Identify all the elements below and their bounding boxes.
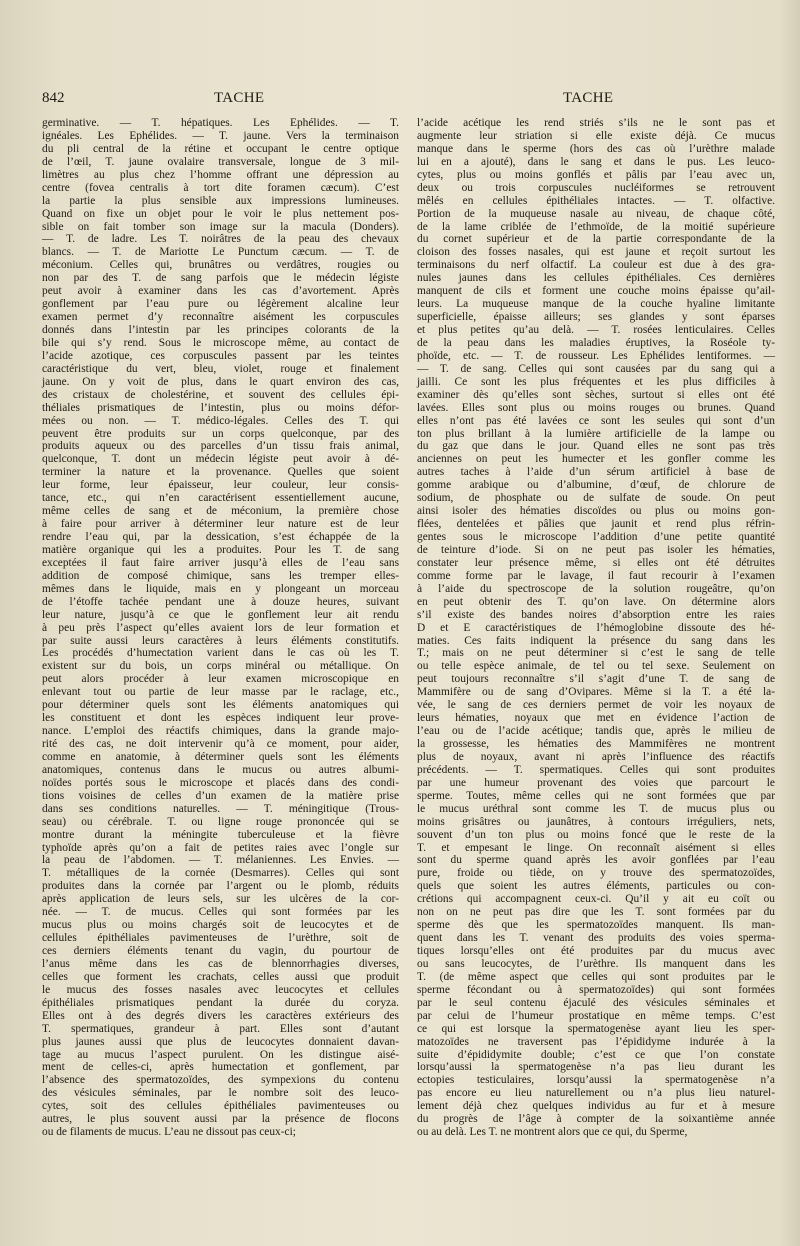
text-line: du pli central de la rétine et occupant le centre optique [42,142,399,155]
text-line: donnés dans l’intestin par les principes colorants de la [42,324,399,336]
text-line: méconium. Celles qui, brunâtres ou verdâtres, rougies ou [42,259,399,272]
text-line: ment de celles-ci, après humectation et gonflement, par [42,1061,399,1074]
text-line: peut alors procéder à leur examen microscopique en [42,673,399,686]
text-line: Portion de la muqueuse nasale au niveau, de chaque côté, [417,207,775,220]
text-line: blancs. — T. de Mariotte Le Punctum cæcum. — T. de [42,246,399,259]
text-line: théliales prismatiques de l’intestin, plus ou moins défor- [42,401,399,414]
text-line: par suite aussi leurs caractères à leurs éléments constitutifs. [42,634,399,647]
text-line: nules jaunes dans les cellules épithéliales. Ces dernières [417,272,775,285]
text-line: à l’aide du spectroscope de la solution rougeâtre, qu’on [417,582,775,595]
running-title-left: TACHE [214,90,265,106]
text-line: elles n’ont pas été lavées ce sont les seules qui sont d’un [417,414,775,427]
text-line: sperme fécondant ou à spermatozoïdes) qui sont formées [417,983,775,996]
text-line: peut avoir à examiner dans les cas d’avortement. Après [42,285,399,298]
text-line: leur nature, jusqu’à ce que le gonflement leur ait rendu [42,608,399,621]
text-line: terminer la nature et la provenance. Quelles que soient [42,466,399,479]
text-line: germinative. — T. hépatiques. Les Ephélides. — T. [42,117,399,129]
text-line: et plus petites qu’au delà. — T. rosées lenticulaires. Celles [417,324,775,336]
text-line: ce qui est lorsque la spermatogenèse ayant lieu les sper- [417,1022,775,1035]
text-line: non on ne peut pas dire que les T. sont formées par du [417,906,775,919]
text-line: ou de filaments de mucus. L’eau ne dissout pas ceux-ci; [42,1126,296,1139]
text-line: ou telle espèce animale, de tel ou tel sexe. Seulement on [417,660,775,673]
text-line: par une humeur provenant des voies que parcourt le [417,776,775,789]
text-line: typhoïde après qu’on a fait de petites raies avec l’ongle sur [42,841,399,854]
text-line: de teinture d’iode. Si on ne peut pas isoler les hématies, [417,543,775,556]
text-line: du gaz que dans le jour. Quand elles ne sont pas très [417,440,775,453]
text-line: montre durant la méningite tuberculeuse et la fièvre [42,828,399,841]
text-line: cloison des fosses nasales, qui est jaune et reçoit surtout les [417,246,775,259]
text-line: des cristaux de cholestérine, et souvent des cellules épi- [42,388,399,401]
text-line: ces derniers éléments tenant du vagin, du pourtour de [42,945,399,957]
text-line: tage au mucus l’aspect purulent. On les distingue aisé- [42,1048,399,1061]
text-line: — T. de sang. Celles qui sont causées par du sang qui a [417,362,775,375]
text-line: T. métalliques de la cornée (Desmarres). Celles qui sont [42,867,399,880]
text-line: de la peau dans les maladies éruptives, la Roséole ty- [417,336,775,349]
text-line: de l’étoffe tachée pendant une à douze heures, suivant [42,595,399,608]
text-line: autres taches à l’aide d’un sérum artificiel à base de [417,466,775,479]
text-line: ou sans leucocytes, de l’urèthre. Ils manquent dans les [417,957,775,970]
text-line: leur forme, leur épaisseur, leur couleur, leur consis- [42,479,399,492]
text-line: épithéliales prismatiques pendant la durée du coryza. [42,996,399,1009]
text-line: sperme dès que les spermatozoïdes manquent. Ils man- [417,919,775,932]
text-line: maties. Ces faits indiquent la présence du sang dans les [417,634,775,647]
text-line: comme en anatomie, à déterminer quels sont les éléments [42,750,399,763]
text-line: exceptées il faut faire arriver jusqu’à elles de l’eau sans [42,556,399,569]
text-line: l’anus même dans les cas de blennorrhagies diverses, [42,957,399,970]
text-line: née. — T. de mucus. Celles qui sont formées par les [42,906,399,919]
text-line: l’acide azotique, ces corpuscules passent par les teintes [42,349,399,362]
text-line: seau) ou cérébrale. T. ou ligne rouge prononcée qui se [42,815,399,828]
text-line: suite d’épididymite double; c’est ce que l’on constate [417,1048,775,1061]
text-line: flées, dentelées et pâlies que jaunit et rend plus réfrin- [417,518,775,531]
text-line: crétions qui accompagnent ceux-ci. Qu’il y ait eu coït ou [417,893,775,906]
text-line: constater leur présence même, si elles ont été détruites [417,556,775,569]
text-line: nance. L’emploi des réactifs chimiques, dans la grande majo- [42,725,399,738]
text-line: pour déterminer quels sont les éléments anatomiques qui [42,699,399,712]
text-line: l’absence des spermatozoïdes, des sympexions du contenu [42,1074,399,1087]
text-line: Quand on fixe un objet pour le voir le plus nettement pos- [42,207,399,220]
text-line: sont du sperme quand après les avoir gonflées par l’eau [417,854,775,867]
text-line: autres, le plus souvent aussi par la présence de flocons [42,1113,399,1126]
text-line: les constituent et dont les espèces indiquent leur prove- [42,712,399,725]
text-line: superficielle, épaisse ailleurs; ses glandes y sont éparses [417,311,775,324]
text-line: après application de leurs sels, sur les ulcères de la cor- [42,893,399,906]
text-line: celles que forment les crachats, celles aussi que produit [42,970,399,983]
text-line: matozoïdes ne traversent pas l’épididyme indurée à la [417,1035,775,1048]
text-line: plus de noyaux, avant ni après l’influence des réactifs [417,750,775,763]
text-line: D et E caractéristiques de l’hémoglobine dissoute des hé- [417,621,775,634]
text-line: comme forme par le lavage, il faut recourir à l’examen [417,569,775,582]
text-line: T. spermatiques, grandeur à part. Elles sont d’autant [42,1022,399,1035]
text-line: Mammifère ou de sang d’Ovipares. Même si la T. a été la- [417,686,775,699]
text-line: lement déjà chez quelques individus au fur et à mesure [417,1100,775,1113]
text-line: sible on fait tomber son image sur la macula (Donders). [42,220,399,233]
text-line: enlevant tout ou partie de leur masse par le raclage, etc., [42,686,399,699]
text-line: jaune. On y voit de plus, dans le quart environ des cas, [42,375,399,388]
text-line: mêlés en cellules épithéliales intactes. — T. olfactive. [417,194,775,207]
text-line: cytes, plus ou moins gonflés et pâlis par l’eau avec un, [417,168,775,181]
text-line: ainsi isoler des hématies discoïdes ou plus ou moins gon- [417,505,775,518]
text-line: lavées. Elles sont plus ou moins rouges ou brunes. Quand [417,401,775,414]
text-line: pas encore eu lieu naturellement ou n’a plus lieu naturel- [417,1087,775,1100]
text-line: Elles ont à des degrés divers les caractères extérieurs des [42,1009,399,1022]
text-line: plus jaunes aussi que plus de leucocytes donnaient davan- [42,1035,399,1048]
text-line: souvent d’un ton plus ou moins foncé que le reste de la [417,828,775,841]
text-line: quent dans les T. venant des produits des voies sperma- [417,932,775,945]
text-line: rité des cas, ne doit intervenir qu’à ce moment, pour aider, [42,738,399,750]
text-line: dans ses conditions naturelles. — T. méningitique (Trous- [42,802,399,815]
text-line: matière organique qui les a produites. Pour les T. de sang [42,543,399,556]
text-line: addition de composé chimique, sans les tremper elles- [42,569,399,582]
text-line: gentes sous le microscope l’addition d’une petite quantité [417,531,775,543]
text-line: ectopies testiculaires, lorsqu’aussi la spermatogenèse n’a [417,1074,775,1087]
text-line: de la lame criblée de l’ethmoïde, de la moitié supérieure [417,220,775,233]
text-line: mêmes dans le liquide, mais en y plongeant un morceau [42,582,399,595]
text-line: existent sur du bois, un corps minéral ou métallique. On [42,660,399,673]
text-line: sperme. Toutes, même celles qui ne sont formées que par [417,789,775,802]
text-line: gomme arabique ou d’albumine, d’œuf, de chlorure de [417,479,775,492]
text-line: même celles de sang et de méconium, la première chose [42,505,399,518]
text-line: caractéristique du vert, bleu, violet, rouge et finalement [42,362,399,375]
text-line: deux ou trois corpuscules nucléiformes se retrouvent [417,181,775,194]
text-line: par le seul contenu éjaculé des vésicules séminales et [417,996,775,1009]
text-line: le mucus des fosses nasales avec leucocytes et cellules [42,983,399,996]
text-line: à faire pour arriver à déterminer leur nature est de leur [42,518,399,531]
text-line: noïdes portés sous le microscope et placés dans des condi- [42,776,399,789]
running-title-right: TACHE [563,90,614,106]
text-line: la partie la plus sensible aux impressions lumineuses. [42,194,399,207]
text-line: quels que soient les autres éléments, particules ou con- [417,880,775,893]
text-line: examen permet d’y reconnaître aisément les corpuscules [42,311,399,324]
text-line: lorsqu’aussi la spermatogenèse n’a pas lieu durant les [417,1061,775,1074]
text-line: anatomiques, contenus dans le mucus ou autres albumi- [42,763,399,776]
page-number: 842 [42,90,65,106]
text-line: précédents. — T. spermatiques. Celles qui sont produites [417,763,775,776]
text-line: centre (fovea centralis à tort dite foramen cæcum). C’est [42,181,399,194]
text-line: bile qui s’y rend. Sous le microscope même, au contact de [42,336,399,349]
text-line: examiner dès qu’elles sont sèches, surtout si elles ont été [417,388,775,401]
text-line: — T. de ladre. Les T. noirâtres de la peau des chevaux [42,233,399,246]
text-line: tance, etc., qui n’en caractérisent essentiellement aucune, [42,492,399,505]
text-line: du cornet supérieur et de la partie correspondante de la [417,233,775,246]
text-line: cytes, soit des cellules épithéliales pavimenteuses ou [42,1100,399,1113]
text-line: peut toujours reconnaître s’il s’agit d’une T. de sang de [417,673,775,686]
left-text-column [42,117,399,1139]
text-line: à peu près l’aspect qu’elles avaient lors de leur formation et [42,621,399,634]
text-line: non par des T. de sang parfois que le médecin légiste [42,272,399,285]
text-line: cellules épithéliales pavimenteuses de l’urèthre, soit de [42,932,399,945]
text-line: mées ou non. — T. médico-légales. Celles des T. qui [42,414,399,427]
text-line: produites dans la cornée par l’argent ou le plomb, réduits [42,880,399,893]
text-line: leurs. La muqueuse manque de la couche hyaline limitante [417,298,775,311]
text-line: limètres au plus chez l’homme offrant une dépression au [42,168,399,181]
text-line: manque dans le sperme (hors des cas où l’urèthre malade [417,142,775,155]
text-line: jailli. Ce sont les plus fréquentes et les plus difficiles à [417,375,775,388]
text-line: l’acide acétique les rend striés s’ils ne le sont pas et [417,117,775,129]
text-line: T. et empesant le linge. On reconnaît aisément si elles [417,841,775,854]
text-line: T. (de même aspect que celles qui sont produites par le [417,970,775,983]
text-line: tiques lorsqu’elles ont été produites par du mucus avec [417,945,775,957]
running-header [0,90,800,116]
text-line: de l’œil, T. jaune ovalaire transversale, longue de 3 mil- [42,155,399,168]
text-line: quelconque, T. dont un médecin légiste peut avoir à dé- [42,453,399,466]
text-line: la peau de l’abdomen. — T. mélaniennes. Les Envies. — [42,854,399,867]
text-line: pure, froide ou tiède, on y trouve des spermatozoïdes, [417,867,775,880]
text-line: vée, le sang de ces derniers permet de voir les noyaux de [417,699,775,712]
text-line: du progrès de l’âge à compter de la soixantième année [417,1113,775,1126]
text-line: augmente leur striation si elle existe déjà. Ce mucus [417,129,775,142]
text-line: s’il existe des bandes noires d’absorption entre les raies [417,608,775,621]
text-line: des vésicules séminales, par le nombre soit des leuco- [42,1087,399,1100]
text-line: gonflement par l’eau pure ou légèrement alcaline leur [42,298,399,311]
text-line: rendre l’eau qui, par la dessication, s’est échappée de la [42,531,399,543]
text-line: leurs hématies, noyaux que met en évidence l’action de [417,712,775,725]
text-line: produits aqueux ou des parcelles d’un tissu frais animal, [42,440,399,453]
text-line: ton plus brillant à la lumière artificielle de la lampe ou [417,427,775,440]
text-line: mucus plus ou moins chargés soit de leucocytes et de [42,919,399,932]
text-line: l’eau ou de l’acide acétique; tandis que, après le milieu de [417,725,775,738]
text-line: T.; mais on ne peut déterminer si c’est le sang de telle [417,647,775,660]
right-text-column [417,117,775,1139]
text-line: lui en a ajouté), dans le sang et dans le pus. Les leuco- [417,155,775,168]
text-line: le mucus uréthral sont comme les T. de mucus plus ou [417,802,775,815]
text-line: ou au delà. Les T. ne montrent alors que ce qui, du Sperme, [417,1126,688,1139]
text-line: en peut obtenir des T. qu’on lave. On détermine alors [417,595,775,608]
text-line: anciennes on peut les humecter et les gonfler comme les [417,453,775,466]
text-line: la grossesse, les hématies des Mammifères ne montrent [417,738,775,750]
text-line: manquent de cils et forment une couche moins épaisse qu’ail- [417,285,775,298]
text-line: peuvent être produits sur un corps quelconque, par des [42,427,399,440]
text-line: sodium, de phosphate ou de sulfate de soude. On peut [417,492,775,505]
text-line: Les procédés d’humectation varient dans le cas où les T. [42,647,399,660]
text-line: phoïde, etc. — T. de rousseur. Les Ephélides lentiformes. — [417,349,775,362]
text-line: par celui de l’humeur prostatique en même temps. C’est [417,1009,775,1022]
text-line: terminaisons du nerf olfactif. La couleur est due à des gra- [417,259,775,272]
text-line: ignéales. Les Ephélides. — T. jaune. Vers la terminaison [42,129,399,142]
text-line: tions voisines de celles d’un examen de la matière prise [42,789,399,802]
text-line: moins grisâtres ou jaunâtres, à contours irréguliers, nets, [417,815,775,828]
